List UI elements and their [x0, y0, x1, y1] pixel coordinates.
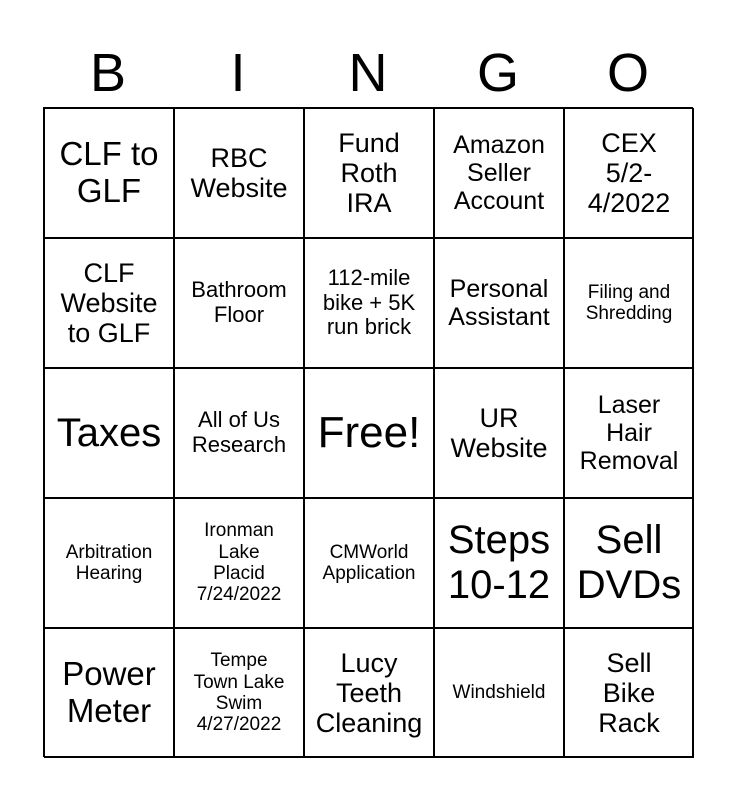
bingo-cell[interactable]: [564, 108, 694, 238]
header-letter-n: N: [348, 43, 388, 103]
bingo-cell[interactable]: [174, 368, 304, 498]
cell-label: Power Meter: [62, 655, 156, 729]
cell-label: CLF Website to GLF: [60, 257, 158, 349]
bingo-cell[interactable]: [44, 628, 174, 758]
bingo-cell[interactable]: [434, 238, 564, 368]
bingo-board: [43, 107, 693, 757]
bingo-cell[interactable]: [434, 368, 564, 498]
cell-label: Windshield: [452, 682, 546, 704]
cell-label: Laser Hair Removal: [579, 391, 679, 475]
cell-label: Sell Bike Rack: [598, 647, 660, 739]
bingo-cell[interactable]: [174, 238, 304, 368]
header-letter-b: B: [89, 43, 127, 103]
cell-label: Personal Assistant: [448, 275, 550, 331]
bingo-cell[interactable]: [304, 238, 434, 368]
cell-label: 112-mile bike + 5K run brick: [322, 265, 416, 340]
cell-label: Ironman Lake Placid 7/24/2022: [196, 520, 282, 606]
cell-label: Steps 10-12: [447, 518, 551, 607]
bingo-cell[interactable]: [44, 368, 174, 498]
bingo-cell[interactable]: [174, 628, 304, 758]
header-letter-i: I: [230, 43, 246, 103]
header-letter-g: G: [476, 43, 519, 103]
cell-label: Amazon Seller Account: [453, 131, 545, 215]
cell-label: CMWorld Application: [322, 541, 416, 584]
header-letter-o: O: [606, 43, 649, 103]
free-space-cell[interactable]: [304, 368, 434, 498]
cell-label: CLF to GLF: [59, 135, 159, 209]
cell-label: Fund Roth IRA: [338, 127, 400, 219]
cell-label: Filing and Shredding: [585, 281, 673, 324]
cell-label: Bathroom Floor: [191, 277, 287, 327]
bingo-cell[interactable]: [44, 108, 174, 238]
bingo-cell[interactable]: [434, 628, 564, 758]
cell-label: Lucy Teeth Cleaning: [315, 647, 423, 739]
bingo-header: [43, 38, 693, 108]
cell-label: CEX 5/2- 4/2022: [587, 127, 671, 219]
cell-label: Taxes: [56, 410, 162, 455]
bingo-cell[interactable]: [564, 498, 694, 628]
bingo-cell[interactable]: [564, 368, 694, 498]
cell-label: All of Us Research: [191, 407, 287, 457]
bingo-cell[interactable]: [44, 498, 174, 628]
free-space-label: Free!: [317, 408, 421, 458]
cell-label: RBC Website: [190, 142, 288, 203]
bingo-cell[interactable]: [304, 108, 434, 238]
bingo-cell[interactable]: [174, 108, 304, 238]
cell-label: UR Website: [450, 402, 548, 463]
bingo-cell[interactable]: [564, 628, 694, 758]
bingo-cell[interactable]: [434, 108, 564, 238]
cell-label: Arbitration Hearing: [65, 541, 153, 584]
cell-label: Tempe Town Lake Swim 4/27/2022: [193, 650, 285, 736]
bingo-cell[interactable]: [304, 628, 434, 758]
bingo-cell[interactable]: [564, 238, 694, 368]
bingo-cell[interactable]: [304, 498, 434, 628]
bingo-cell[interactable]: [174, 498, 304, 628]
bingo-cell[interactable]: [434, 498, 564, 628]
bingo-cell[interactable]: [44, 238, 174, 368]
cell-label: Sell DVDs: [576, 518, 682, 607]
